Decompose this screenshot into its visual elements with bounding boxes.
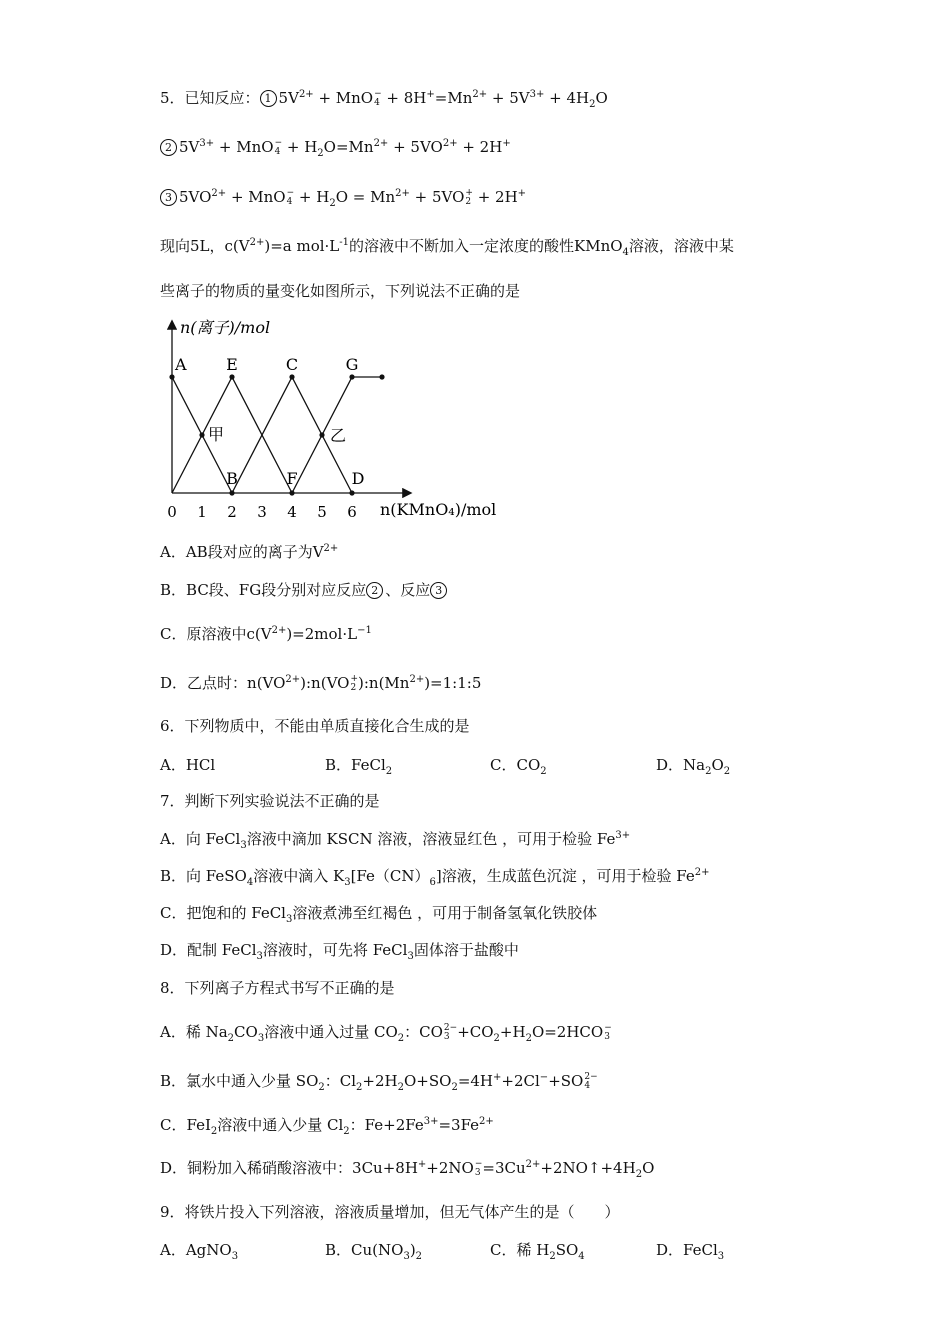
q5-option-c-text-1: C．原溶液中c(V xyxy=(160,625,272,643)
q8-c-2: 溶液中通入少量 Cl xyxy=(217,1116,344,1134)
q8-d-3: =3Cu xyxy=(482,1159,526,1177)
q8-b-2: ：Cl xyxy=(324,1072,357,1090)
point-label-8: 乙 xyxy=(330,426,347,445)
q7-a-2: 溶液中滴加 KSCN 溶液，溶液显红色 ，可用于检验 Fe xyxy=(246,830,616,848)
q8-b-5: =4H xyxy=(457,1072,494,1090)
circled-number-2b: 2 xyxy=(366,582,383,599)
q6-c-text: C．CO xyxy=(490,756,541,774)
q8-option-b[interactable]: B．氯水中通入少量 $SO_2$：$Cl_2+2H_2O+SO_2=4H^++2Cl^-+SO$ 2− 4 xyxy=(160,1072,598,1093)
q8-d-2: +2NO xyxy=(426,1159,474,1177)
q5-option-b-text-1: B．BC段、FG段分别对应反应 xyxy=(160,581,367,599)
q5-option-a-text: A．AB段对应的离子为V xyxy=(160,543,324,561)
circled-number-3b: 3 xyxy=(430,582,447,599)
q8-b-1: B．氯水中通入少量 SO xyxy=(160,1072,319,1090)
q7-option-d[interactable]: D．配制 FeCl$_3$溶液时，可先将 FeCl$_3$固体溶于盐酸中 xyxy=(160,941,519,962)
q9-option-b[interactable]: B．$Cu(NO_3)_2$ xyxy=(325,1241,423,1262)
q9-option-d[interactable]: D．FeCl$_3$ xyxy=(656,1241,725,1262)
q9-d-text: D．FeCl xyxy=(656,1241,718,1259)
q5-option-b[interactable] xyxy=(160,580,449,600)
q5-reaction-2: 2 $5V^{3+}$ + MnO − 4 + $H_2O=Mn^{2+} + 5VO^{2+} + 2H^+$ xyxy=(160,137,511,157)
q7-option-a[interactable]: A．向 FeCl$_3$溶液中滴加 KSCN 溶液，溶液显红色 ，可用于检验 $Fe^{3+}$ xyxy=(160,830,631,851)
q7-d-2: 溶液时，可先将 FeCl xyxy=(262,941,408,959)
q8-b-6: +2Cl xyxy=(501,1072,540,1090)
q6-option-d[interactable]: D．$Na_2O_2$ xyxy=(656,756,731,777)
point-7-dot xyxy=(199,432,204,437)
q6-d-text-2: O xyxy=(711,756,724,774)
q9-b-text: B．Cu(NO xyxy=(325,1241,404,1259)
point-3-dot xyxy=(349,374,354,379)
q5-option-d-text-2: ):n(VO xyxy=(300,674,350,692)
q6-stem: 6．下列物质中，不能由单质直接化合生成的是 xyxy=(160,717,470,735)
q7-d-1: D．配制 FeCl xyxy=(160,941,257,959)
x-tick-label-6: 6 xyxy=(347,503,357,521)
circled-number-3: 3 xyxy=(160,189,177,206)
q8-d-5: O xyxy=(642,1159,655,1177)
point-6-dot xyxy=(349,490,354,495)
q8-a-5: +CO xyxy=(457,1023,494,1041)
point-1-dot xyxy=(229,374,234,379)
q7-c-1: C．把饱和的 FeCl xyxy=(160,904,286,922)
q9-option-a[interactable]: A．AgNO$_3$ xyxy=(160,1241,239,1262)
point-0-dot xyxy=(169,374,174,379)
x-axis-label: n(KMnO₄)/mol xyxy=(380,500,497,519)
q7-a-1: A．向 FeCl xyxy=(160,830,241,848)
x-tick-label-4: 4 xyxy=(287,503,297,521)
q5-option-d[interactable]: D．乙点时：$n(VO^{2+}):n(VO$ + 2 )$:n(Mn^{2+})=1:1:5$ xyxy=(160,674,482,693)
point-label-7: 甲 xyxy=(208,425,225,444)
x-tick-label-2: 2 xyxy=(227,503,237,521)
point-label-6: D xyxy=(351,469,365,488)
q7-b-1: B．向 FeSO xyxy=(160,867,247,885)
q9-stem: 9．将铁片投入下列溶液，溶液质量增加，但无气体产生的是（ ） xyxy=(160,1203,620,1221)
point-label-5: F xyxy=(286,469,298,488)
q8-a-4: ：CO xyxy=(404,1023,443,1041)
q8-a-6: +H xyxy=(499,1023,526,1041)
q8-option-d[interactable]: D．铜粉加入稀硝酸溶液中：3Cu+8H++2NO − 3 $=3Cu^{2+}+2NO↑+4H_2O$ xyxy=(160,1159,655,1180)
y-axis-label: n(离子)/mol xyxy=(180,318,271,337)
q9-b-text-2: ) xyxy=(409,1241,416,1259)
q8-c-1: C．FeI xyxy=(160,1116,211,1134)
q8-b-4: O+SO xyxy=(403,1072,452,1090)
q7-c-2: 溶液煮沸至红褐色 ，可用于制备氢氧化铁胶体 xyxy=(292,904,598,922)
q9-a-text: A．AgNO xyxy=(160,1241,232,1259)
q5-option-d-text-3: ):n(Mn xyxy=(358,674,410,692)
q8-a-7: O=2HCO xyxy=(531,1023,604,1041)
q5-line2b: )=a mol·L xyxy=(264,237,340,255)
point-4-dot xyxy=(229,490,234,495)
point-2-dot xyxy=(289,374,294,379)
circled-number-1: 1 xyxy=(260,90,277,107)
q8-option-a[interactable]: A．稀 $Na_2CO_3$溶液中通入过量 $CO_2$：CO 2− 3 $+CO_2+H_2O=2HCO$ − 3 xyxy=(160,1023,612,1044)
point-label-1: E xyxy=(226,355,238,374)
point-8-dot xyxy=(319,432,324,437)
q5-stem-start: 5．已知反应： xyxy=(160,89,260,107)
series-end-dot xyxy=(379,374,384,379)
q5-option-b-text-2: 、反应 xyxy=(385,581,431,599)
q8-stem: 8．下列离子方程式书写不正确的是 xyxy=(160,979,395,997)
q5-option-a[interactable]: A．AB段对应的离子为$V^{2+}$ xyxy=(160,543,339,561)
q6-a-text: A．HCl xyxy=(160,756,216,774)
q6-b-text: B．FeCl xyxy=(325,756,386,774)
q8-a-1: A．稀 Na xyxy=(160,1023,228,1041)
q5-stem-line-2: 现向5L，$c(V^{2+})=a$ $mol\cdot L^{-1}$的溶液中不断加入一定浓度的酸性KMnO$_4$溶液，溶液中某 xyxy=(160,237,734,258)
q8-b-7: +SO xyxy=(548,1072,584,1090)
q8-c-3: ：Fe+2Fe xyxy=(349,1116,424,1134)
x-tick-label-0: 0 xyxy=(167,503,177,521)
x-tick-label-5: 5 xyxy=(317,503,327,521)
q7-b-4: ]溶液，生成蓝色沉淀 ，可用于检验 Fe xyxy=(435,867,695,885)
q5-reaction-3: 3 $5VO^{2+}$ + MnO − 4 + $H_2O = Mn^{2+} + 5VO$ + 2 + 2H+ xyxy=(160,187,526,207)
q5-line2c: 的溶液中不断加入一定浓度的酸性KMnO xyxy=(349,237,623,255)
x-tick-label-1: 1 xyxy=(197,503,207,521)
q5-reaction-1: 5．已知反应： 1 $5V^{2+}$ + MnO − 4 + $8H^+=Mn^{2+} + 5V^{3+} + 4H_2O$ xyxy=(160,89,608,110)
q5-option-d-text-4: )=1:1:5 xyxy=(424,674,482,692)
point-label-2: C xyxy=(285,355,299,374)
point-label-4: B xyxy=(226,469,238,488)
point-5-dot xyxy=(289,490,294,495)
q5-option-c[interactable]: C．原溶液中$c(V^{2+})=2mol\cdot L^{-1}$ xyxy=(160,625,372,643)
q9-c-text: C．稀 H xyxy=(490,1241,550,1259)
q8-b-3: +2H xyxy=(362,1072,398,1090)
q6-option-a[interactable] xyxy=(160,755,215,775)
x-tick-label-3: 3 xyxy=(257,503,267,521)
q7-option-b[interactable]: B．向 FeSO$_4$溶液中滴入 $K_3[Fe(CN)_6]$溶液，生成蓝色沉淀 ，可用于检验 $Fe^{2+}$ xyxy=(160,867,710,888)
q7-b-2: 溶液中滴入 K xyxy=(253,867,345,885)
q8-a-2: CO xyxy=(234,1023,258,1041)
q5-option-c-text-2: )=2mol·L xyxy=(286,625,358,643)
q7-stem: 7．判断下列实验说法不正确的是 xyxy=(160,792,380,810)
q5-stem-line-3: 些离子的物质的量变化如图所示，下列说法不正确的是 xyxy=(160,282,521,300)
q9-c-text-2: SO xyxy=(555,1241,579,1259)
q5-chart xyxy=(148,312,508,522)
q5-option-d-text-1: D．乙点时：n(VO xyxy=(160,674,286,692)
q7-b-3: [Fe（CN） xyxy=(350,867,430,885)
q9-option-c[interactable]: C．稀 $H_2SO_4$ xyxy=(490,1241,585,1262)
q5-line2d: 溶液，溶液中某 xyxy=(628,237,734,255)
point-label-3: G xyxy=(345,355,359,374)
q8-d-1: D．铜粉加入稀硝酸溶液中：3Cu+8H xyxy=(160,1159,418,1177)
q8-c-4: =3Fe xyxy=(438,1116,480,1134)
q6-option-c[interactable]: C．$CO_2$ xyxy=(490,756,547,777)
q8-d-4: +2NO↑+4H xyxy=(540,1159,636,1177)
q8-option-c[interactable]: C．FeI$_2$溶液中通入少量 $Cl_2$：$Fe+2Fe^{3+}=3Fe^{2+}$ xyxy=(160,1116,494,1137)
q7-option-c[interactable]: C．把饱和的 FeCl$_3$溶液煮沸至红褐色 ，可用于制备氢氧化铁胶体 xyxy=(160,904,598,925)
q8-a-3: 溶液中通入过量 CO xyxy=(264,1023,398,1041)
q5-line2a: 现向5L，c(V xyxy=(160,237,250,255)
q7-d-3: 固体溶于盐酸中 xyxy=(413,941,519,959)
circled-number-2: 2 xyxy=(160,139,177,156)
q6-option-b[interactable]: B．FeCl$_2$ xyxy=(325,756,393,777)
q6-d-text: D．Na xyxy=(656,756,706,774)
point-label-0: A xyxy=(175,355,187,374)
